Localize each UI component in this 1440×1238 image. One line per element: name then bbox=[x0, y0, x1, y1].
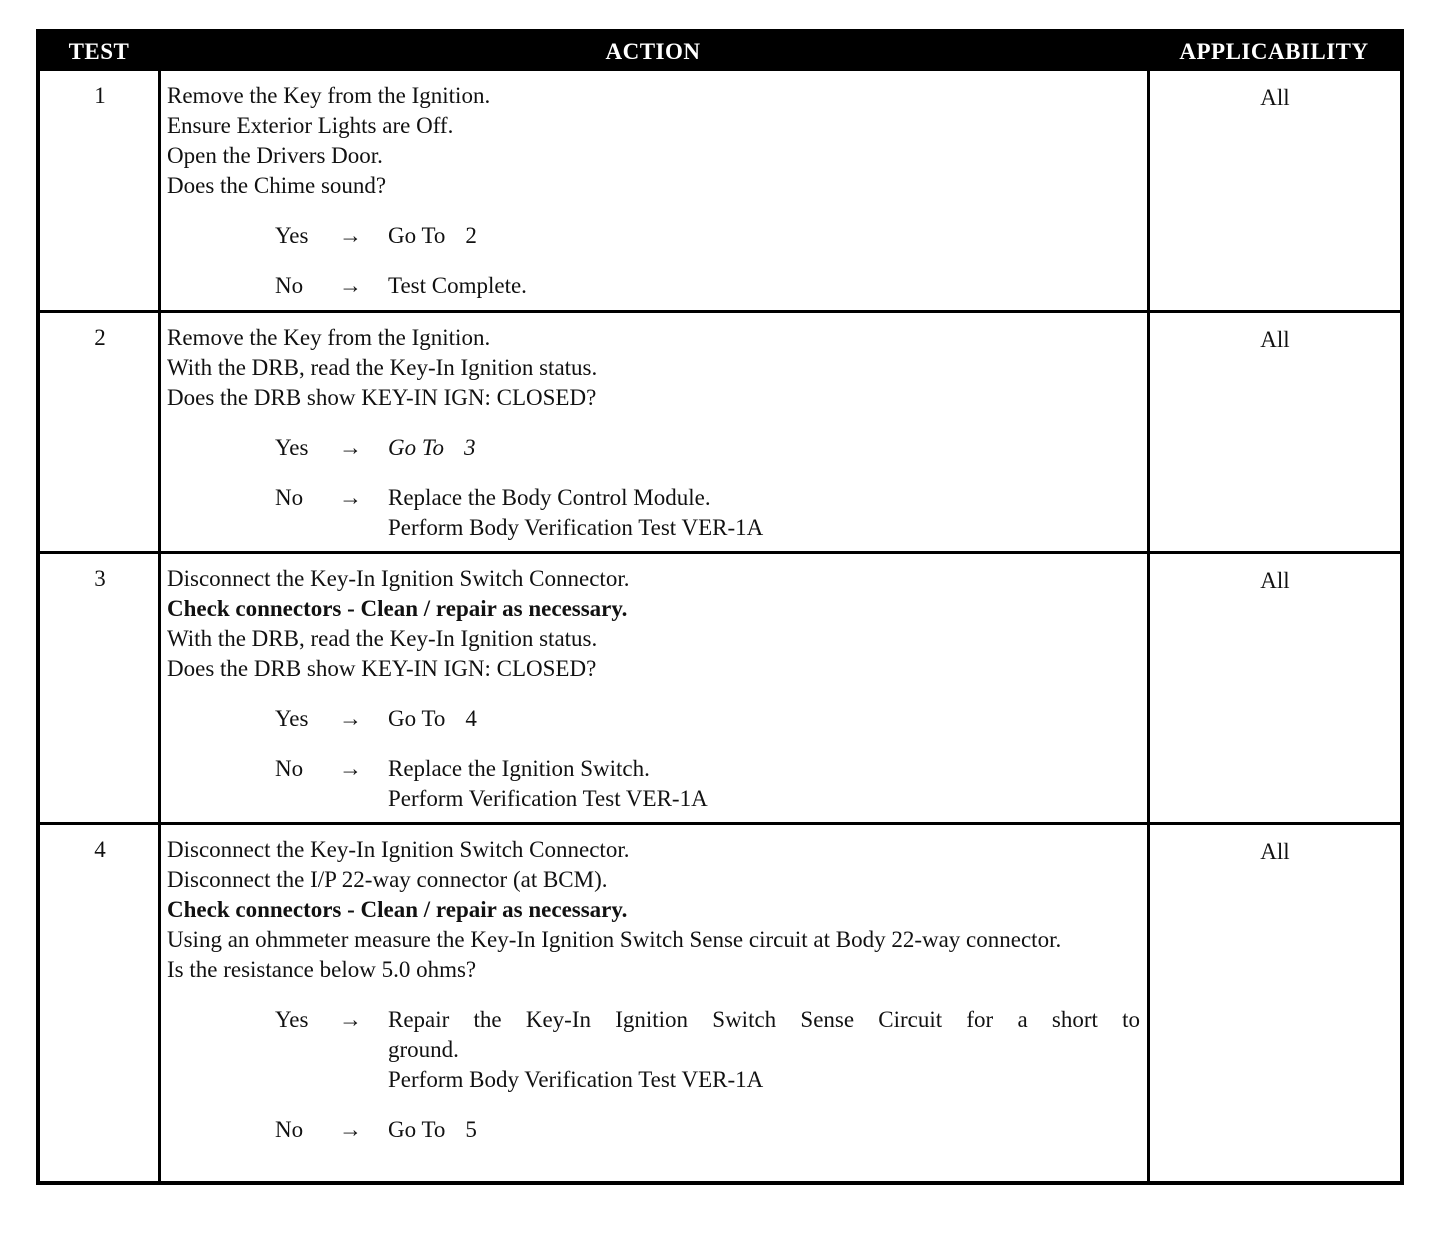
yes-result bbox=[388, 1005, 1140, 1095]
applicability-value: All bbox=[1260, 85, 1290, 110]
yes-label: Yes bbox=[275, 706, 309, 731]
goto-label: Go To bbox=[388, 223, 446, 248]
arrow-icon: → bbox=[339, 435, 362, 460]
goto-number: 3 bbox=[464, 435, 476, 460]
yes-result-line: Perform Body Verification Test VER-1A bbox=[388, 1067, 764, 1092]
action-line: Ensure Exterior Lights are Off. bbox=[167, 113, 454, 138]
applicability-value: All bbox=[1260, 327, 1290, 352]
yes-response bbox=[167, 221, 1140, 251]
arrow-icon: → bbox=[339, 273, 362, 298]
no-result-line: Replace the Body Control Module. bbox=[388, 485, 711, 510]
table-row bbox=[40, 825, 1400, 1181]
action-line: Disconnect the I/P 22-way connector (at BCM). bbox=[167, 867, 608, 892]
applicability-value: All bbox=[1260, 568, 1290, 593]
action-line: Is the resistance below 5.0 ohms? bbox=[167, 957, 477, 982]
action-line: Using an ohmmeter measure the Key-In Ignition Switch Sense circuit at Body 22-way connector. bbox=[167, 927, 1062, 952]
action-cell bbox=[167, 564, 1140, 814]
action-line: Remove the Key from the Ignition. bbox=[167, 325, 491, 350]
action-cell bbox=[167, 81, 1140, 301]
action-line: Disconnect the Key-In Ignition Switch Connector. bbox=[167, 837, 630, 862]
no-label: No bbox=[275, 1117, 304, 1142]
no-response bbox=[167, 271, 1140, 301]
header-test: TEST bbox=[68, 39, 130, 64]
header-applicability: APPLICABILITY bbox=[1179, 39, 1369, 64]
goto-label: Go To bbox=[388, 1117, 446, 1142]
arrow-icon: → bbox=[339, 756, 362, 781]
yes-label: Yes bbox=[275, 435, 309, 460]
action-line: Does the Chime sound? bbox=[167, 173, 387, 198]
yes-result bbox=[388, 221, 1140, 251]
goto-number: 2 bbox=[465, 223, 477, 248]
arrow-icon: → bbox=[339, 485, 362, 510]
goto-label: Go To bbox=[388, 435, 445, 460]
action-line: Does the DRB show KEY-IN IGN: CLOSED? bbox=[167, 385, 597, 410]
diagnostic-test-table bbox=[36, 29, 1404, 1185]
yes-response bbox=[167, 704, 1140, 734]
action-line: With the DRB, read the Key-In Ignition status. bbox=[167, 355, 598, 380]
yes-result-line: Repair the Key-In Ignition Switch Sense Circuit for a short to bbox=[388, 1007, 1140, 1032]
no-result-line: Perform Body Verification Test VER-1A bbox=[388, 515, 764, 540]
action-line: Open the Drivers Door. bbox=[167, 143, 383, 168]
test-number: 2 bbox=[94, 325, 106, 350]
action-line-bold: Check connectors - Clean / repair as necessary. bbox=[167, 596, 628, 621]
test-number: 4 bbox=[94, 837, 106, 862]
no-label: No bbox=[275, 273, 304, 298]
action-cell bbox=[167, 835, 1140, 1145]
action-line: Remove the Key from the Ignition. bbox=[167, 83, 491, 108]
arrow-icon: → bbox=[339, 1007, 362, 1032]
header-action: ACTION bbox=[605, 39, 701, 64]
no-result: Test Complete. bbox=[388, 273, 527, 298]
no-result-line: Perform Verification Test VER-1A bbox=[388, 786, 708, 811]
no-result bbox=[388, 1115, 1140, 1145]
yes-label: Yes bbox=[275, 1007, 309, 1032]
action-line-bold: Check connectors - Clean / repair as necessary. bbox=[167, 897, 628, 922]
arrow-icon: → bbox=[339, 1117, 362, 1142]
no-response bbox=[167, 483, 1140, 543]
action-line: With the DRB, read the Key-In Ignition status. bbox=[167, 626, 598, 651]
goto-number: 4 bbox=[465, 706, 477, 731]
no-result bbox=[388, 754, 1140, 814]
test-number: 1 bbox=[94, 83, 106, 108]
action-cell bbox=[167, 323, 1140, 543]
no-response bbox=[167, 754, 1140, 814]
action-line: Disconnect the Key-In Ignition Switch Connector. bbox=[167, 566, 630, 591]
no-result bbox=[388, 483, 1140, 543]
goto-label: Go To bbox=[388, 706, 446, 731]
arrow-icon: → bbox=[339, 706, 362, 731]
yes-response bbox=[167, 1005, 1140, 1095]
table-row bbox=[40, 313, 1400, 554]
table-row bbox=[40, 554, 1400, 825]
arrow-icon: → bbox=[339, 223, 362, 248]
yes-result bbox=[388, 433, 1140, 463]
test-number: 3 bbox=[94, 566, 106, 591]
action-line: Does the DRB show KEY-IN IGN: CLOSED? bbox=[167, 656, 597, 681]
table-header bbox=[40, 33, 1400, 71]
table-row bbox=[40, 71, 1400, 313]
no-label: No bbox=[275, 485, 304, 510]
yes-response bbox=[167, 433, 1140, 463]
no-label: No bbox=[275, 756, 304, 781]
yes-result bbox=[388, 704, 1140, 734]
applicability-value: All bbox=[1260, 839, 1290, 864]
yes-label: Yes bbox=[275, 223, 309, 248]
yes-result-line: ground. bbox=[388, 1037, 459, 1062]
goto-number: 5 bbox=[465, 1117, 477, 1142]
no-result-line: Replace the Ignition Switch. bbox=[388, 756, 650, 781]
no-response bbox=[167, 1115, 1140, 1145]
